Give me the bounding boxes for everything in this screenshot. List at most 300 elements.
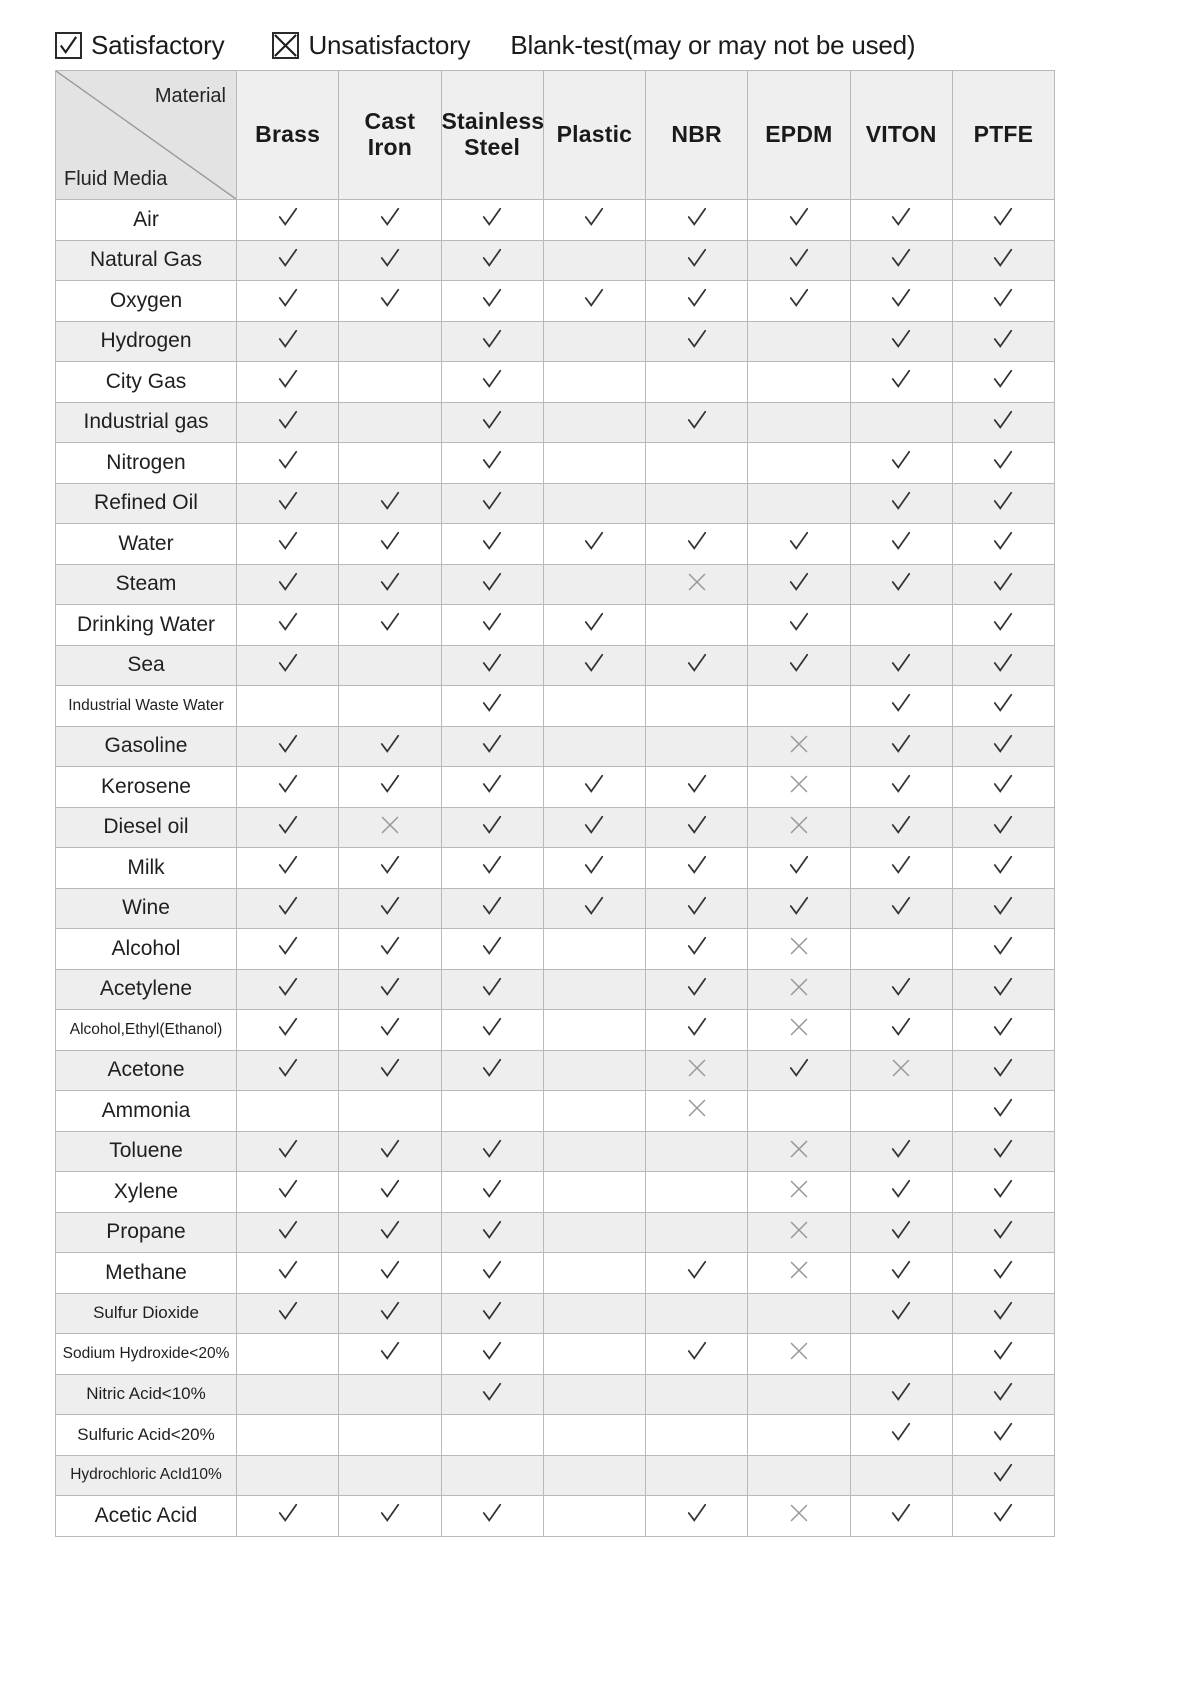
satisfactory-check-icon (277, 1259, 299, 1281)
unsatisfactory-cross-icon (789, 977, 809, 997)
compat-cell (952, 1293, 1054, 1334)
compat-cell (543, 645, 645, 686)
row-header-fluid-media: Hydrogen (56, 321, 237, 362)
compat-cell (237, 1091, 339, 1132)
compat-cell (952, 200, 1054, 241)
table-row (56, 1415, 1055, 1456)
compat-cell (339, 969, 441, 1010)
compat-cell (850, 1212, 952, 1253)
compat-cell (952, 1091, 1054, 1132)
compat-cell (543, 1455, 645, 1496)
compat-cell (543, 605, 645, 646)
compat-cell (646, 605, 748, 646)
satisfactory-check-icon (277, 571, 299, 593)
compat-cell (339, 1050, 441, 1091)
compat-cell (646, 1334, 748, 1375)
satisfactory-check-icon (788, 895, 810, 917)
satisfactory-check-icon (481, 247, 503, 269)
satisfactory-check-icon (481, 409, 503, 431)
compat-cell (952, 1496, 1054, 1537)
table-row (56, 645, 1055, 686)
row-header-fluid-media: Air (56, 200, 237, 241)
table-row (56, 524, 1055, 565)
compat-cell (850, 848, 952, 889)
satisfactory-check-icon (992, 692, 1014, 714)
compat-cell (646, 443, 748, 484)
row-header-fluid-media: Propane (56, 1212, 237, 1253)
compat-cell (441, 402, 543, 443)
satisfactory-check-icon (277, 490, 299, 512)
satisfactory-check-icon (992, 1300, 1014, 1322)
table-row (56, 1253, 1055, 1294)
row-header-fluid-media: Milk (56, 848, 237, 889)
compat-cell (339, 888, 441, 929)
compat-cell (441, 1374, 543, 1415)
compat-cell (952, 1415, 1054, 1456)
table-row (56, 1010, 1055, 1051)
compat-cell (237, 1415, 339, 1456)
compat-cell (748, 524, 850, 565)
compat-cell (339, 564, 441, 605)
compat-cell (441, 483, 543, 524)
compat-cell (748, 1253, 850, 1294)
row-header-fluid-media: Refined Oil (56, 483, 237, 524)
satisfactory-check-icon (788, 247, 810, 269)
compat-cell (441, 1334, 543, 1375)
satisfactory-check-icon (992, 490, 1014, 512)
compat-cell (850, 281, 952, 322)
compat-cell (441, 281, 543, 322)
satisfactory-check-icon (992, 1057, 1014, 1079)
compat-cell (850, 564, 952, 605)
compatibility-table (55, 70, 1055, 1537)
compat-cell (952, 1172, 1054, 1213)
compat-cell (952, 1131, 1054, 1172)
satisfactory-check-icon (686, 935, 708, 957)
satisfactory-check-icon (379, 1057, 401, 1079)
table-row (56, 402, 1055, 443)
compat-cell (237, 321, 339, 362)
compat-cell (748, 726, 850, 767)
satisfactory-check-icon (890, 1502, 912, 1524)
compat-cell (850, 726, 952, 767)
compat-cell (441, 605, 543, 646)
satisfactory-check-icon (481, 976, 503, 998)
satisfactory-check-icon (277, 206, 299, 228)
compat-cell (646, 200, 748, 241)
header-row (56, 71, 1055, 200)
compat-cell (339, 1293, 441, 1334)
satisfactory-check-icon (992, 773, 1014, 795)
compat-cell (646, 888, 748, 929)
satisfactory-check-icon (890, 976, 912, 998)
compat-cell (339, 402, 441, 443)
compat-cell (748, 1131, 850, 1172)
column-header-cast-iron: Cast Iron (339, 71, 441, 200)
satisfactory-check-icon (686, 1340, 708, 1362)
satisfactory-check-icon (890, 1300, 912, 1322)
compat-cell (441, 1496, 543, 1537)
compat-cell (441, 1212, 543, 1253)
satisfactory-check-icon (788, 611, 810, 633)
compat-cell (952, 969, 1054, 1010)
compat-cell (441, 1253, 543, 1294)
table-row (56, 564, 1055, 605)
satisfactory-check-icon (379, 247, 401, 269)
compat-cell (339, 1334, 441, 1375)
compat-cell (543, 1415, 645, 1456)
satisfactory-check-icon (992, 1502, 1014, 1524)
satisfactory-check-icon (379, 571, 401, 593)
satisfactory-check-icon (890, 1421, 912, 1443)
satisfactory-check-icon (686, 1259, 708, 1281)
compat-cell (748, 1172, 850, 1213)
row-header-fluid-media: Hydrochloric AcId10% (56, 1455, 237, 1496)
compat-cell (646, 321, 748, 362)
satisfactory-check-icon (788, 287, 810, 309)
compat-cell (339, 483, 441, 524)
table-row (56, 767, 1055, 808)
compat-cell (646, 281, 748, 322)
table-row (56, 1131, 1055, 1172)
satisfactory-check-icon (890, 1259, 912, 1281)
satisfactory-check-icon (992, 814, 1014, 836)
satisfactory-check-icon (379, 1259, 401, 1281)
satisfactory-check-icon (686, 247, 708, 269)
compat-cell (543, 362, 645, 403)
table-row (56, 483, 1055, 524)
compat-cell (748, 848, 850, 889)
compat-cell (952, 402, 1054, 443)
satisfactory-check-icon (686, 854, 708, 876)
compat-cell (543, 1496, 645, 1537)
unsatisfactory-cross-icon (789, 734, 809, 754)
satisfactory-check-icon (481, 773, 503, 795)
satisfactory-check-icon (277, 1057, 299, 1079)
satisfactory-check-icon (890, 692, 912, 714)
satisfactory-check-icon (890, 1219, 912, 1241)
compat-cell (748, 1374, 850, 1415)
compat-cell (237, 1253, 339, 1294)
compat-cell (339, 1455, 441, 1496)
satisfactory-check-icon (992, 287, 1014, 309)
compat-cell (339, 1091, 441, 1132)
compat-cell (748, 1415, 850, 1456)
compat-cell (850, 483, 952, 524)
compat-cell (850, 1293, 952, 1334)
table-row (56, 1496, 1055, 1537)
satisfactory-check-icon (481, 530, 503, 552)
compat-cell (850, 1415, 952, 1456)
satisfactory-check-icon (481, 854, 503, 876)
compat-cell (952, 240, 1054, 281)
row-header-fluid-media: City Gas (56, 362, 237, 403)
compat-cell (748, 240, 850, 281)
legend-item-satisfactory (55, 30, 224, 61)
compat-cell (748, 483, 850, 524)
satisfactory-check-icon (277, 935, 299, 957)
compat-cell (441, 1131, 543, 1172)
compat-cell (441, 1091, 543, 1132)
compat-cell (646, 1010, 748, 1051)
compat-cell (339, 929, 441, 970)
satisfactory-check-icon (992, 1219, 1014, 1241)
compat-cell (237, 240, 339, 281)
compat-cell (543, 1050, 645, 1091)
satisfactory-check-icon (992, 1138, 1014, 1160)
compat-cell (952, 1334, 1054, 1375)
compat-cell (850, 1172, 952, 1213)
unsatisfactory-cross-icon (789, 1179, 809, 1199)
compat-cell (748, 767, 850, 808)
column-header-brass: Brass (237, 71, 339, 200)
satisfactory-check-icon (379, 287, 401, 309)
satisfactory-check-icon (890, 1016, 912, 1038)
compat-cell (543, 281, 645, 322)
satisfactory-check-icon (992, 854, 1014, 876)
compat-cell (237, 767, 339, 808)
compat-cell (237, 1293, 339, 1334)
compat-cell (339, 1172, 441, 1213)
satisfactory-check-icon (992, 1421, 1014, 1443)
compat-cell (441, 321, 543, 362)
satisfactory-check-icon (686, 773, 708, 795)
compat-cell (339, 321, 441, 362)
compat-cell (237, 929, 339, 970)
table-row (56, 848, 1055, 889)
satisfactory-check-icon (379, 895, 401, 917)
row-header-fluid-media: Kerosene (56, 767, 237, 808)
compat-cell (748, 1293, 850, 1334)
satisfactory-check-icon (277, 409, 299, 431)
satisfactory-check-icon (992, 611, 1014, 633)
satisfactory-check-icon (481, 1178, 503, 1200)
unsatisfactory-cross-icon (789, 1017, 809, 1037)
compat-cell (339, 524, 441, 565)
compat-cell (339, 807, 441, 848)
compat-cell (850, 1455, 952, 1496)
row-header-fluid-media: Ammonia (56, 1091, 237, 1132)
satisfactory-check-icon (277, 1219, 299, 1241)
satisfactory-check-icon (277, 287, 299, 309)
satisfactory-check-icon (890, 652, 912, 674)
compat-cell (237, 1496, 339, 1537)
compat-cell (952, 1455, 1054, 1496)
satisfactory-check-icon (277, 1016, 299, 1038)
compat-cell (339, 1415, 441, 1456)
compat-cell (850, 1131, 952, 1172)
row-header-fluid-media: Nitrogen (56, 443, 237, 484)
satisfactory-check-icon (277, 854, 299, 876)
satisfactory-check-icon (992, 449, 1014, 471)
compat-cell (952, 483, 1054, 524)
satisfactory-check-icon (481, 328, 503, 350)
compat-cell (748, 1455, 850, 1496)
row-header-fluid-media: Alcohol,Ethyl(Ethanol) (56, 1010, 237, 1051)
satisfactory-check-icon (481, 611, 503, 633)
compat-cell (850, 443, 952, 484)
satisfactory-check-icon (992, 976, 1014, 998)
satisfactory-check-icon (992, 409, 1014, 431)
compat-cell (646, 1455, 748, 1496)
satisfactory-check-icon (481, 490, 503, 512)
compat-cell (339, 1212, 441, 1253)
compat-cell (339, 281, 441, 322)
satisfactory-check-icon (890, 733, 912, 755)
unsatisfactory-cross-icon (687, 1098, 707, 1118)
compat-cell (543, 443, 645, 484)
compat-cell (646, 1415, 748, 1456)
compatibility-table-wrapper (55, 70, 1055, 1537)
compat-cell (237, 969, 339, 1010)
compat-cell (952, 362, 1054, 403)
satisfactory-check-icon (277, 976, 299, 998)
compat-cell (646, 1091, 748, 1132)
satisfactory-check-icon (379, 773, 401, 795)
unsatisfactory-cross-icon (687, 572, 707, 592)
compat-cell (646, 807, 748, 848)
satisfactory-check-icon (379, 1502, 401, 1524)
compat-cell (543, 321, 645, 362)
compat-cell (646, 1212, 748, 1253)
satisfactory-check-icon (481, 206, 503, 228)
compat-cell (543, 807, 645, 848)
unsatisfactory-cross-icon (789, 815, 809, 835)
satisfactory-check-icon (277, 773, 299, 795)
column-header-nbr: NBR (646, 71, 748, 200)
compat-cell (646, 564, 748, 605)
compat-cell (850, 1010, 952, 1051)
compat-cell (543, 686, 645, 727)
satisfactory-check-icon (992, 1340, 1014, 1362)
compat-cell (850, 200, 952, 241)
compat-cell (952, 848, 1054, 889)
satisfactory-check-icon (481, 368, 503, 390)
unsatisfactory-cross-icon (789, 1220, 809, 1240)
satisfactory-check-icon (379, 1300, 401, 1322)
satisfactory-check-icon (890, 368, 912, 390)
compat-cell (646, 362, 748, 403)
satisfactory-check-icon (992, 1259, 1014, 1281)
unsatisfactory-cross-icon (789, 774, 809, 794)
satisfactory-check-icon (583, 773, 605, 795)
table-row (56, 726, 1055, 767)
corner-axis-header (56, 71, 237, 200)
compat-cell (952, 1010, 1054, 1051)
compat-cell (237, 200, 339, 241)
satisfactory-check-icon (583, 530, 605, 552)
satisfactory-check-icon (277, 814, 299, 836)
compat-cell (543, 402, 645, 443)
compat-cell (441, 1415, 543, 1456)
satisfactory-check-icon (992, 1178, 1014, 1200)
satisfactory-check-icon (686, 814, 708, 836)
satisfactory-check-icon (379, 854, 401, 876)
table-row (56, 321, 1055, 362)
satisfactory-check-icon (992, 733, 1014, 755)
compat-cell (850, 1050, 952, 1091)
row-header-fluid-media: Alcohol (56, 929, 237, 970)
satisfactory-check-icon (481, 1016, 503, 1038)
compat-cell (237, 686, 339, 727)
satisfactory-check-icon (379, 976, 401, 998)
satisfactory-check-icon (890, 1138, 912, 1160)
compat-cell (339, 848, 441, 889)
unsatisfactory-cross-icon (789, 936, 809, 956)
compat-cell (441, 1293, 543, 1334)
compat-cell (543, 1293, 645, 1334)
satisfactory-check-icon (992, 247, 1014, 269)
compat-cell (441, 969, 543, 1010)
column-header-ptfe: PTFE (952, 71, 1054, 200)
row-header-fluid-media: Drinking Water (56, 605, 237, 646)
compat-cell (850, 1334, 952, 1375)
compat-cell (646, 1172, 748, 1213)
satisfactory-check-icon (481, 652, 503, 674)
table-row (56, 443, 1055, 484)
compat-cell (339, 1374, 441, 1415)
row-header-fluid-media: Nitric Acid<10% (56, 1374, 237, 1415)
unsatisfactory-cross-icon (789, 1260, 809, 1280)
compat-cell (441, 848, 543, 889)
compat-cell (543, 1172, 645, 1213)
satisfactory-check-icon (788, 854, 810, 876)
table-row (56, 686, 1055, 727)
satisfactory-check-icon (992, 1381, 1014, 1403)
row-header-fluid-media: Acetylene (56, 969, 237, 1010)
compat-cell (237, 281, 339, 322)
compat-cell (850, 1091, 952, 1132)
satisfactory-check-icon (992, 368, 1014, 390)
row-header-fluid-media: Sea (56, 645, 237, 686)
compat-cell (237, 848, 339, 889)
satisfactory-check-icon (379, 1138, 401, 1160)
unsatisfactory-cross-icon (380, 815, 400, 835)
table-row (56, 1374, 1055, 1415)
column-header-epdm: EPDM (748, 71, 850, 200)
compat-cell (646, 1131, 748, 1172)
compat-cell (952, 888, 1054, 929)
row-header-fluid-media: Sulfur Dioxide (56, 1293, 237, 1334)
compat-cell (237, 1172, 339, 1213)
compat-cell (543, 564, 645, 605)
compat-cell (237, 1334, 339, 1375)
compat-cell (441, 767, 543, 808)
compat-cell (850, 605, 952, 646)
satisfactory-check-icon (277, 1138, 299, 1160)
compat-cell (952, 1050, 1054, 1091)
compat-cell (646, 524, 748, 565)
satisfactory-check-icon (481, 1502, 503, 1524)
row-header-fluid-media: Sulfuric Acid<20% (56, 1415, 237, 1456)
satisfactory-check-icon (788, 1057, 810, 1079)
compat-cell (543, 483, 645, 524)
table-row (56, 888, 1055, 929)
compat-cell (441, 524, 543, 565)
table-row (56, 1091, 1055, 1132)
compat-cell (543, 240, 645, 281)
compat-cell (748, 1496, 850, 1537)
satisfactory-check-icon (686, 206, 708, 228)
legend-label-unsatisfactory: Unsatisfactory (308, 29, 471, 60)
row-header-fluid-media: Methane (56, 1253, 237, 1294)
table-row (56, 240, 1055, 281)
compat-cell (543, 1334, 645, 1375)
satisfactory-check-icon (788, 571, 810, 593)
row-header-fluid-media: Water (56, 524, 237, 565)
compat-cell (952, 1374, 1054, 1415)
satisfactory-check-icon (481, 895, 503, 917)
